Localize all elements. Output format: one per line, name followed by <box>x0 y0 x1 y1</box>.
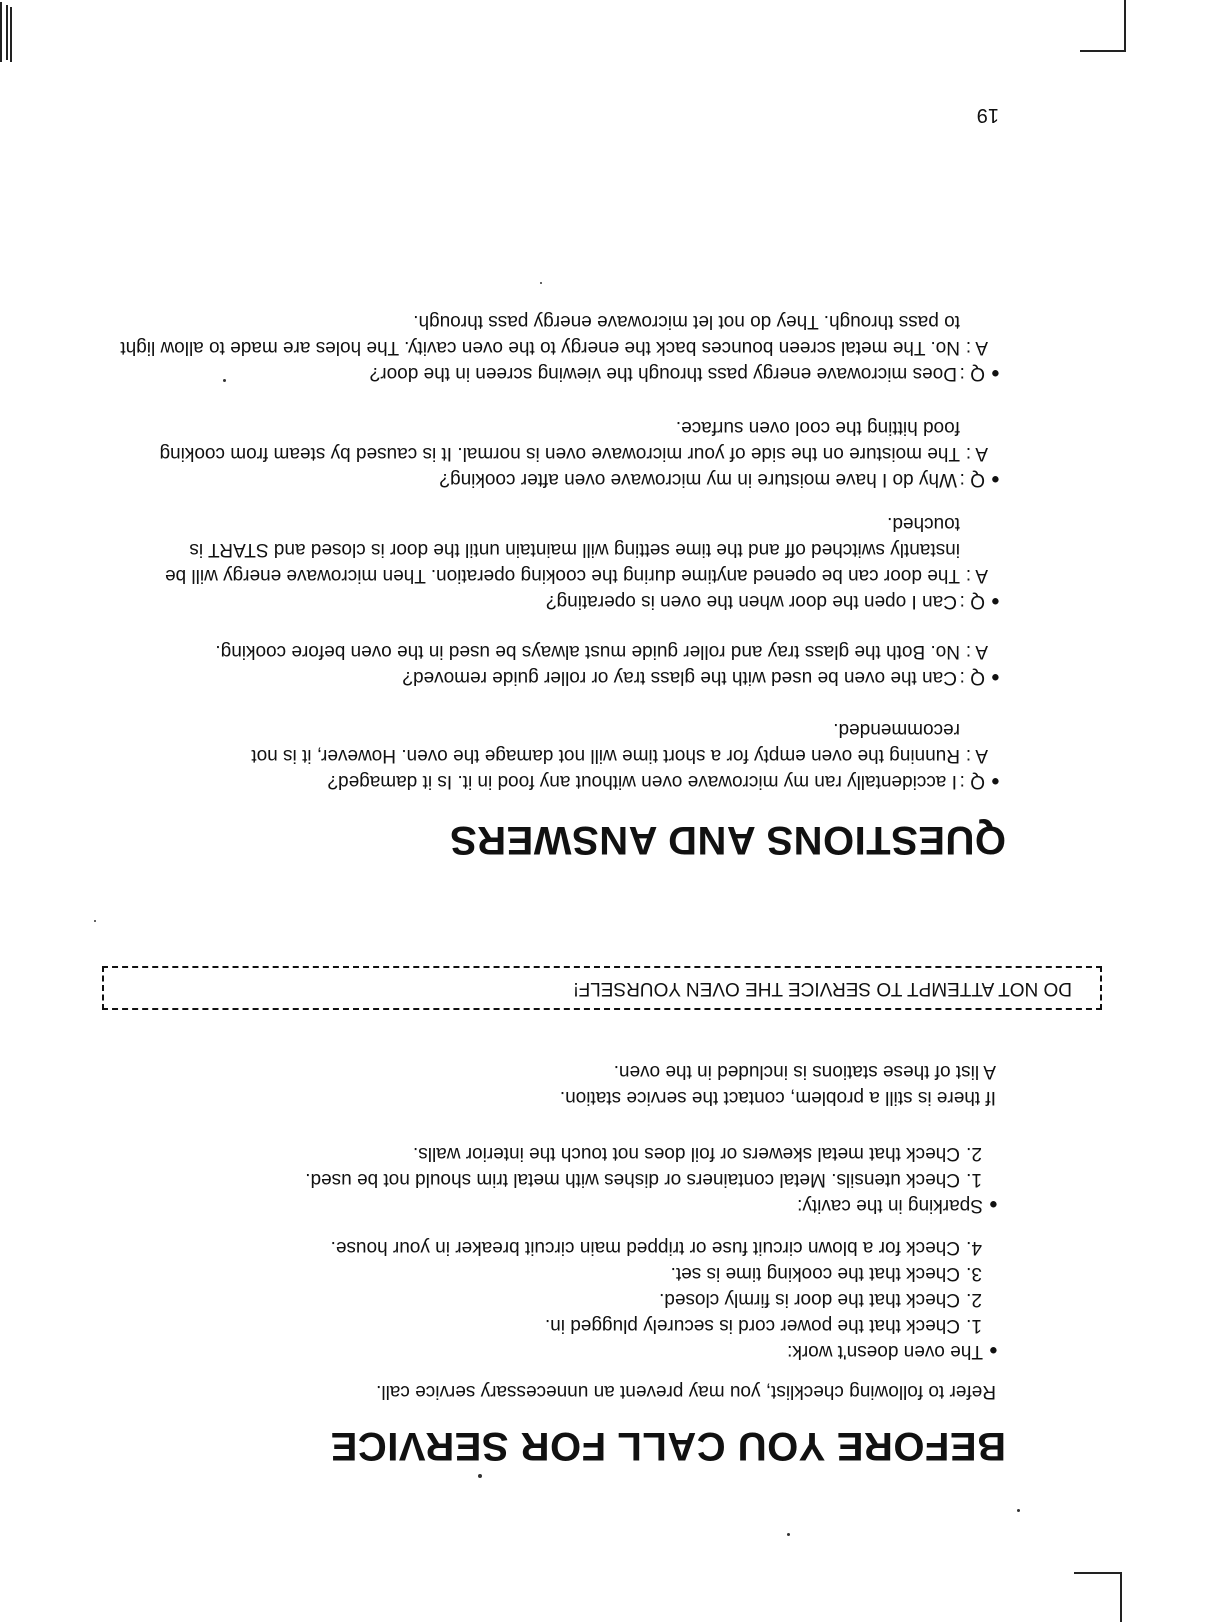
warning-box <box>102 966 1102 1010</box>
answer-text: No. The metal screen bounces back the energy to the oven cavity. The holes are made to allow light to pass through. They do not let microwave energy pass through. <box>120 311 960 358</box>
contact-line: If there is still a problem, contact the service station. <box>559 1087 996 1108</box>
contact-line: A list of these stations is included in the oven. <box>613 1061 996 1082</box>
step-item: 1. Check utensils. Metal containers or dishes with metal trim should not be used. <box>305 1169 982 1190</box>
scan-speck <box>94 920 96 922</box>
crop-mark <box>0 2 2 62</box>
question-row: ● Q : Can I open the door when the oven is operating? <box>120 588 1000 614</box>
answer-row: A : No. The metal screen bounces back the energy to the oven cavity. The holes are made to allow light to pass through. They do not let microwave energy pass through. <box>120 308 988 360</box>
crop-mark <box>1080 50 1126 52</box>
question-row: ● Q : I accidentally ran my microwave oven without any food in it. Is it damaged? <box>120 768 1000 794</box>
question-row: ● Q : Why do I have moisture in my microwave oven after cooking? <box>120 466 1000 492</box>
crop-mark <box>6 5 8 60</box>
question-row: ● Q : Can the oven be used with the glass tray or roller guide removed? <box>120 664 1000 690</box>
crop-mark <box>1074 1572 1122 1574</box>
page-number: 19 <box>976 104 999 126</box>
bullet-icon: ● <box>990 773 1000 790</box>
bullet-sparking <box>797 1191 998 1218</box>
question-text: I accidentally ran my microwave oven without any food in it. Is it damaged? <box>327 771 957 792</box>
bullet-icon: ● <box>990 471 1000 488</box>
scan-speck <box>478 1474 482 1478</box>
oven-doesnt-work-steps <box>331 1234 982 1338</box>
step-item: 2. Check that metal skewers or foil does not touch the interior walls. <box>412 1143 982 1164</box>
question-text: Why do I have moisture in my microwave oven after cooking? <box>439 469 957 490</box>
answer-text: Running the oven empty for a short time will not damage the oven. However, it is not recommended. <box>251 719 960 766</box>
crop-mark <box>10 7 12 62</box>
answer-text: No. Both the glass tray and roller guide must always be used in the oven before cooking. <box>215 641 960 662</box>
answer-text: The door can be opened anytime during the cooking operation. Then microwave energy will be instantly switched off and the time setting will maintain until the door is closed and START is touched. <box>165 513 960 586</box>
scan-speck <box>787 1533 790 1536</box>
crop-mark <box>1120 1572 1122 1622</box>
answer-row: A : The moisture on the side of your microwave oven is normal. It is caused by steam from cooking food hitting the cool oven surface. <box>120 414 988 466</box>
qa-item <box>120 510 1000 614</box>
bullet-oven-doesnt-work <box>787 1337 998 1364</box>
question-text: Does microwave energy pass through the viewing screen in the door? <box>369 363 957 384</box>
scan-speck <box>1017 1509 1020 1512</box>
bullet-heading: Sparking in the cavity: <box>797 1195 983 1216</box>
answer-text: The moisture on the side of your microwave oven is normal. It is caused by steam from cooking food hitting the cool oven surface. <box>159 417 960 464</box>
qa-item <box>120 414 1000 492</box>
question-text: Can the oven be used with the glass tray or roller guide removed? <box>402 667 957 688</box>
step-item: 3. Check that the cooking time is set. <box>670 1263 982 1284</box>
bullet-icon: ● <box>988 1196 998 1213</box>
step-item: 4. Check for a blown circuit fuse or tripped main circuit breaker in your house. <box>330 1237 982 1258</box>
question-text: Can I open the door when the oven is operating? <box>546 591 957 612</box>
qa-item <box>120 308 1000 386</box>
scan-speck <box>540 282 542 284</box>
bullet-icon: ● <box>990 669 1000 686</box>
sparking-steps <box>305 1140 982 1192</box>
step-item: 2. Check that the door is firmly closed. <box>659 1289 982 1310</box>
section-title-qa: QUESTIONS AND ANSWERS <box>449 818 1006 862</box>
answer-row: A : The door can be opened anytime during the cooking operation. Then microwave energy will be instantly switched off and the time setting will maintain until the door is closed and START is touched. <box>120 510 988 588</box>
qa-item <box>120 638 1000 690</box>
answer-row: A : Running the oven empty for a short time will not damage the oven. However, it is not recommended. <box>120 716 988 768</box>
service-intro: Refer to following checklist, you may prevent an unnecessary service call. <box>376 1381 996 1402</box>
answer-row: A : No. Both the glass tray and roller guide must always be used in the oven before cooking. <box>120 638 988 664</box>
bullet-icon: ● <box>990 593 1000 610</box>
bullet-icon: ● <box>990 365 1000 382</box>
warning-text: DO NOT ATTEMPT TO SERVICE THE OVEN YOURSELF! <box>573 978 1072 999</box>
step-item: 1. Check that the power cord is securely plugged in. <box>544 1315 982 1336</box>
bullet-icon: ● <box>988 1342 998 1359</box>
bullet-heading: The oven doesn't work: <box>787 1341 983 1362</box>
section-title-service: BEFORE YOU CALL FOR SERVICE <box>330 1424 1006 1468</box>
question-row: ● Q : Does microwave energy pass through the viewing screen in the door? <box>120 360 1000 386</box>
qa-item <box>120 716 1000 794</box>
crop-mark <box>1124 0 1126 52</box>
